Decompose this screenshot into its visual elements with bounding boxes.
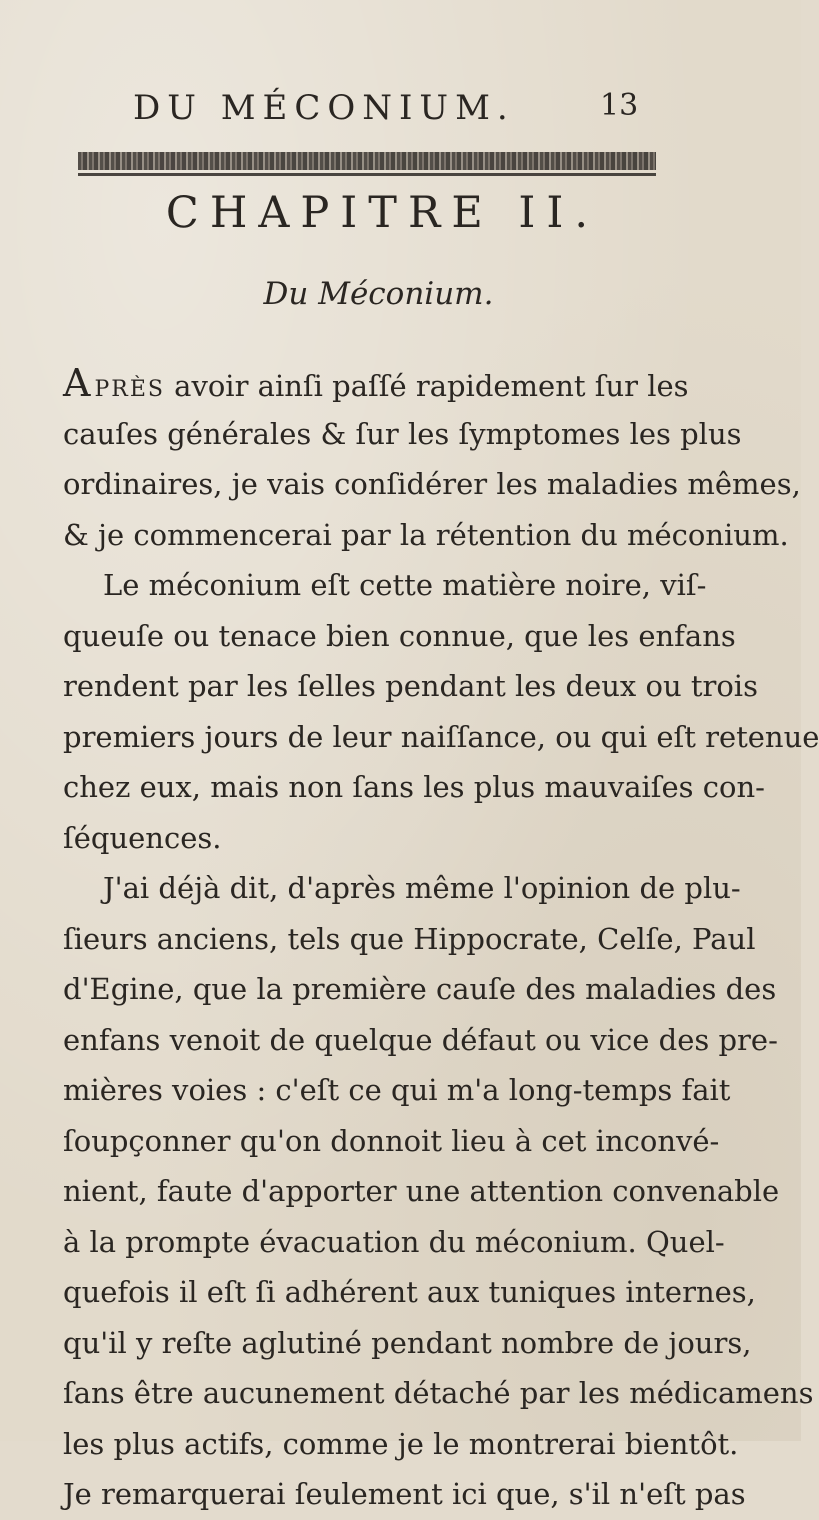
text-line: ſéquences. xyxy=(63,820,222,855)
text-line: quefois il eſt ſi adhérent aux tuniques internes, xyxy=(63,1275,756,1309)
text-line: les plus actifs, comme je le montrerai bientôt. xyxy=(63,1426,739,1461)
body-text xyxy=(63,358,819,1520)
line-text: avoir ainſi paſſé rapidement ſur les xyxy=(164,369,689,403)
chapter-title: CHAPITRE II. xyxy=(165,188,600,238)
text-line xyxy=(63,358,743,409)
text-line: qu'il y reſte aglutiné pendant nombre de jours, xyxy=(63,1325,752,1360)
ornamental-rule xyxy=(78,152,656,170)
text-line: rendent par les ſelles pendant les deux ou trois xyxy=(63,669,758,703)
running-head xyxy=(0,88,801,138)
page-number: 13 xyxy=(600,88,639,123)
text-line: J'ai déjà dit, d'après même l'opinion de plu- xyxy=(103,871,741,905)
opening-small-caps: PRÈS xyxy=(94,377,165,402)
text-line: queuſe ou tenace bien connue, que les enfans xyxy=(63,618,736,653)
text-line: Je remarquerai ſeulement ici que, s'il n'eſt pas xyxy=(63,1477,746,1511)
text-line: ſieurs anciens, tels que Hippocrate, Celſe, Paul xyxy=(63,921,756,956)
text-line: à la prompte évacuation du méconium. Quel- xyxy=(63,1224,725,1259)
text-line: ſans être aucunement détaché par les médicamens xyxy=(63,1376,814,1410)
chapter-subtitle: Du Méconium. xyxy=(263,276,494,312)
drop-cap: A xyxy=(63,361,91,405)
text-line: Le méconium eſt cette matière noire, viſ- xyxy=(103,568,707,602)
text-line: ſoupçonner qu'on donnoit lieu à cet inconvé- xyxy=(63,1123,720,1158)
text-line: cauſes générales & ſur les ſymptomes les plus xyxy=(63,416,742,451)
text-line: ordinaires, je vais conſidérer les maladies mêmes, xyxy=(63,467,801,501)
text-line: d'Egine, que la première cauſe des maladies des xyxy=(63,972,777,1006)
running-title: DU MÉCONIUM. xyxy=(133,88,515,128)
text-line: premiers jours de leur naiſſance, ou qui eſt retenue xyxy=(63,719,819,754)
text-line: mières voies : c'eſt ce qui m'a long-temps fait xyxy=(63,1073,731,1107)
text-line: nient, faute d'apporter une attention convenable xyxy=(63,1174,780,1208)
text-line: chez eux, mais non ſans les plus mauvaiſes con- xyxy=(63,770,765,804)
text-line: & je commencerai par la rétention du méconium. xyxy=(63,517,789,552)
text-line: enfans venoit de quelque défaut ou vice des pre- xyxy=(63,1022,778,1057)
